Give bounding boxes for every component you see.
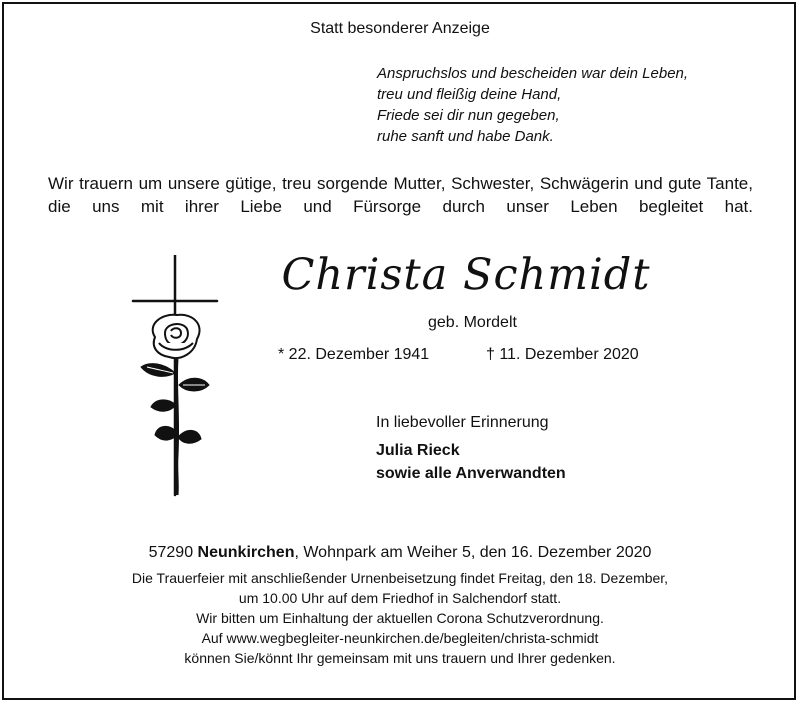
- town-name: Neunkirchen: [197, 544, 295, 561]
- footer-line: Wir bitten um Einhaltung der aktuellen Corona Schutzverordnung.: [196, 610, 604, 626]
- birth-date: * 22. Dezember 1941: [278, 346, 430, 363]
- notice-heading: Statt besonderer Anzeige: [310, 20, 490, 37]
- maiden-name: geb. Mordelt: [428, 314, 517, 331]
- death-date: † 11. Dezember 2020: [486, 346, 639, 363]
- poem-line: treu und fleißig deine Hand,: [377, 86, 562, 103]
- zip-code: 57290: [148, 544, 194, 561]
- poem: [377, 63, 688, 147]
- deceased-name: Christa Schmidt: [281, 250, 651, 300]
- poem-line: ruhe sanft und habe Dank.: [377, 128, 554, 145]
- cross-with-rose-icon: [125, 255, 225, 500]
- poem-line: Anspruchslos und bescheiden war dein Leben,: [377, 65, 689, 82]
- mourner-name: sowie alle Anverwandten: [376, 465, 566, 482]
- address-line: [0, 542, 800, 564]
- poem-line: Friede sei dir nun gegeben,: [377, 107, 560, 124]
- memory-heading: In liebevoller Erinnerung: [376, 414, 549, 431]
- footer-line: können Sie/könnt Ihr gemeinsam mit uns trauern und Ihrer gedenken.: [184, 650, 616, 666]
- footer: [0, 542, 800, 668]
- footer-line: um 10.00 Uhr auf dem Friedhof in Salchendorf statt.: [238, 590, 562, 606]
- footer-line: Die Trauerfeier mit anschließender Urnenbeisetzung findet Freitag, den 18. Dezember,: [131, 570, 669, 586]
- mourner-name: Julia Rieck: [376, 442, 460, 459]
- intro-text: Wir trauern um unsere gütige, treu sorgende Mutter, Schwester, Schwägerin und gute Tante, die uns mit ihrer Liebe und Fürsorge durch unser Leben begleitet hat.: [48, 174, 753, 216]
- address-rest: , Wohnpark am Weiher 5, den 16. Dezember 2020: [294, 544, 652, 561]
- footer-link-line: Auf www.wegbegleiter-neunkirchen.de/begleiten/christa-schmidt: [201, 630, 599, 646]
